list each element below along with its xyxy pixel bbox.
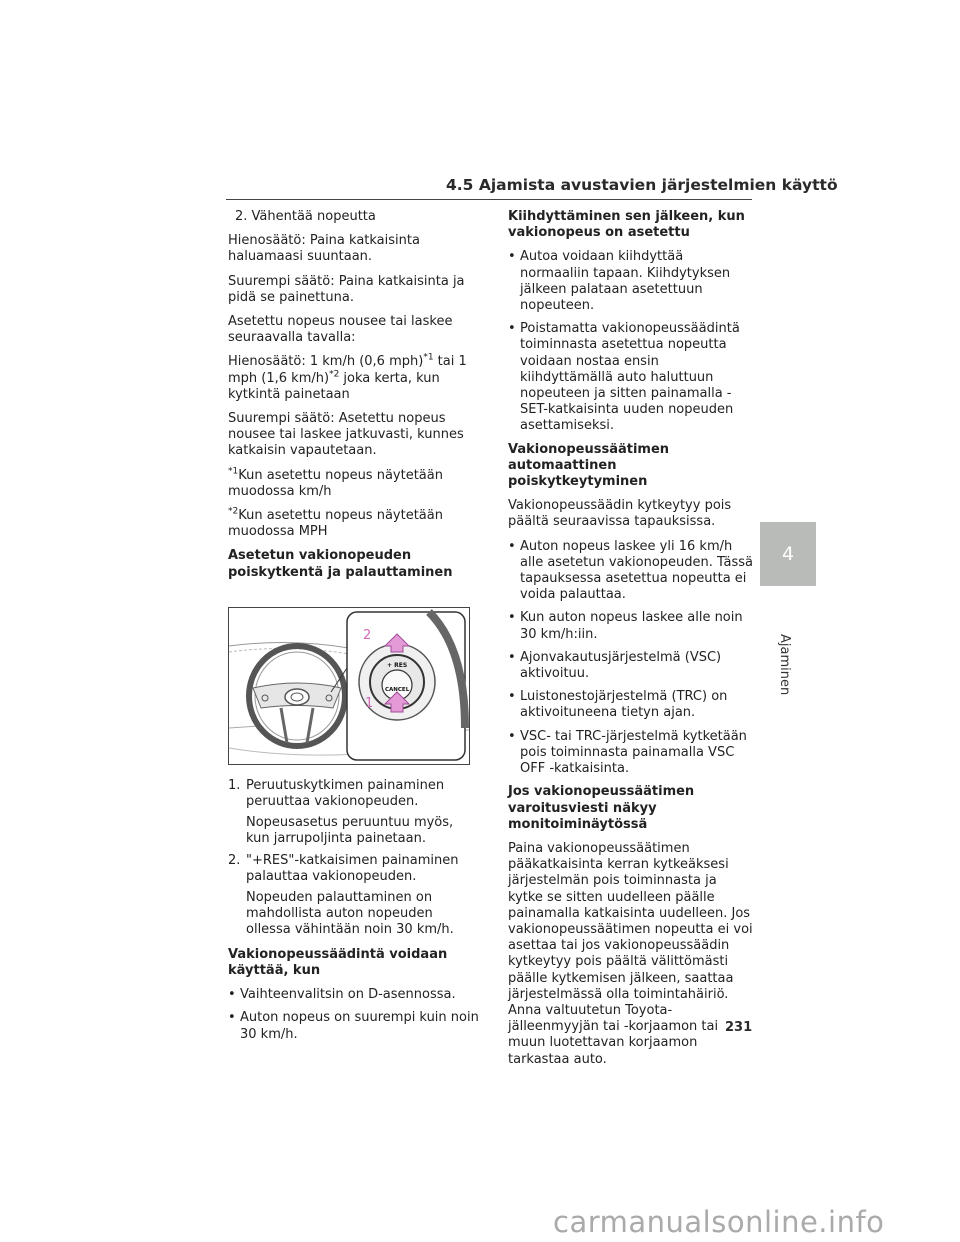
paragraph-auto-cancel: Vakionopeussäädin kytkeytyy pois päältä seuraavissa tapauksissa. (508, 498, 732, 530)
step-1-note: Nopeusasetus peruuntuu myös, kun jarrupoljinta painetaan. (246, 815, 454, 847)
steering-wheel-figure (228, 607, 470, 765)
list-item: • Auton nopeus on suurempi kuin noin 30 km/h. (228, 1010, 480, 1042)
res-label: + RES (387, 661, 408, 669)
paragraph-speed-change: Asetettu nopeus nousee tai laskee seuraavalla tavalla: (228, 314, 453, 346)
heading-acceleration: Kiihdyttäminen sen jälkeen, kun vakionopeus on asetettu (508, 209, 745, 241)
list-item: • Kun auton nopeus laskee alle noin 30 km/h:iin. (508, 610, 754, 642)
heading-warning-message: Jos vakionopeussäätimen varoitusviesti näkyy monitoiminäytössä (508, 784, 695, 832)
section-header: 4.5 Ajamista avustavien järjestelmien käyttö (446, 176, 838, 194)
page-number: 231 (725, 1020, 753, 1035)
list-item: • Ajonvakautusjärjestelmä (VSC) aktivoituu. (508, 650, 754, 682)
header-divider (226, 199, 752, 200)
paragraph-coarse-adjust: Suurempi säätö: Paina katkaisinta ja pidä se painettuna. (228, 273, 465, 305)
step-decrease-speed: 2. Vähentää nopeutta (235, 209, 376, 224)
step-2-note: Nopeuden palauttaminen on mahdollista auton nopeuden ollessa vähintään noin 30 km/h. (246, 890, 454, 938)
heading-usable-when: Vakionopeussäädintä voidaan käyttää, kun (228, 946, 448, 978)
chapter-number: 4 (781, 543, 795, 565)
footnote-1: $^{*1}$Kun asetettu nopeus näytetään muodossa km/h (228, 466, 443, 499)
chapter-tab (760, 522, 816, 586)
cancel-label: CANCEL (385, 686, 410, 693)
list-item: • Luistonestojärjestelmä (TRC) on aktivoituneena tietyn ajan. (508, 689, 754, 721)
paragraph-fine-adjust: Hienosäätö: Paina katkaisinta haluamaasi suuntaan. (228, 233, 420, 265)
list-item: • Auton nopeus laskee yli 16 km/h alle asetetun vakionopeuden. Tässä tapauksessa asetettua nopeutta ei voida palauttaa. (508, 539, 754, 604)
paragraph-coarse-continuous: Suurempi säätö: Asetettu nopeus nousee tai laskee jatkuvasti, kunnes katkaisin vapautetaan. (228, 411, 464, 459)
footnote-2: $^{*2}$Kun asetettu nopeus näytetään muodossa MPH (228, 506, 443, 540)
callout-1: 1 (365, 695, 374, 711)
heading-cancel-resume: Asetetun vakionopeuden poiskytkentä ja palauttaminen (228, 548, 453, 580)
steering-wheel-illustration (229, 608, 469, 764)
heading-auto-cancel: Vakionopeussäätimen automaattinen poiskytkeytyminen (508, 441, 670, 490)
step-1: 1. Peruutuskytkimen painaminen peruuttaa vakionopeuden. (228, 777, 445, 810)
paragraph-fine-increment: Hienosäätö: 1 km/h (0,6 mph)$^{*1}$ tai 1 mph (1,6 km/h)$^{*2}$ joka kerta, kun kytkintä painetaan (228, 353, 467, 402)
watermark: carmanualsonline.info (553, 1205, 885, 1239)
paragraph-warning: Paina vakionopeussäätimen pääkatkaisinta kerran kytkeäksesi järjestelmän pois toiminnasta ja kytke se sitten uudelleen päälle painamalla katkaisinta uudelleen. Jos vakionopeussäätimen nopeutta ei voi asettaa tai jos vakionopeussäädin kytkeytyy pois päältä välittömästi päälle kytkemisen jälkeen, saattaa järjestelmässä olla toimintahäiriö. Anna valtuutetun Toyota-jälleenmyyjän tai -korjaamon tai muun luotettavan korjaamon tarkastaa auto. (508, 840, 753, 1067)
list-item: • Vaihteenvalitsin on D-asennossa. (228, 987, 480, 1003)
step-2: 2. "+RES"-katkaisimen painaminen palauttaa vakionopeuden. (228, 852, 459, 884)
chapter-label: Ajaminen (777, 634, 792, 696)
right-column (508, 209, 754, 1076)
left-column (228, 209, 480, 1050)
callout-2: 2 (363, 627, 372, 643)
list-item: • VSC- tai TRC-järjestelmä kytketään pois toiminnasta painamalla VSC OFF -katkaisinta. (508, 729, 754, 778)
list-item: • Autoa voidaan kiihdyttää normaaliin tapaan. Kiihdytyksen jälkeen palataan asetettuun nopeuteen. (508, 249, 754, 314)
list-item: • Poistamatta vakionopeussäädintä toiminnasta asetettua nopeutta voidaan nostaa ensin kiihdyttämällä auto haluttuun nopeuteen ja sitten painamalla -SET-katkaisinta uuden nopeuden asettamiseksi. (508, 321, 754, 434)
